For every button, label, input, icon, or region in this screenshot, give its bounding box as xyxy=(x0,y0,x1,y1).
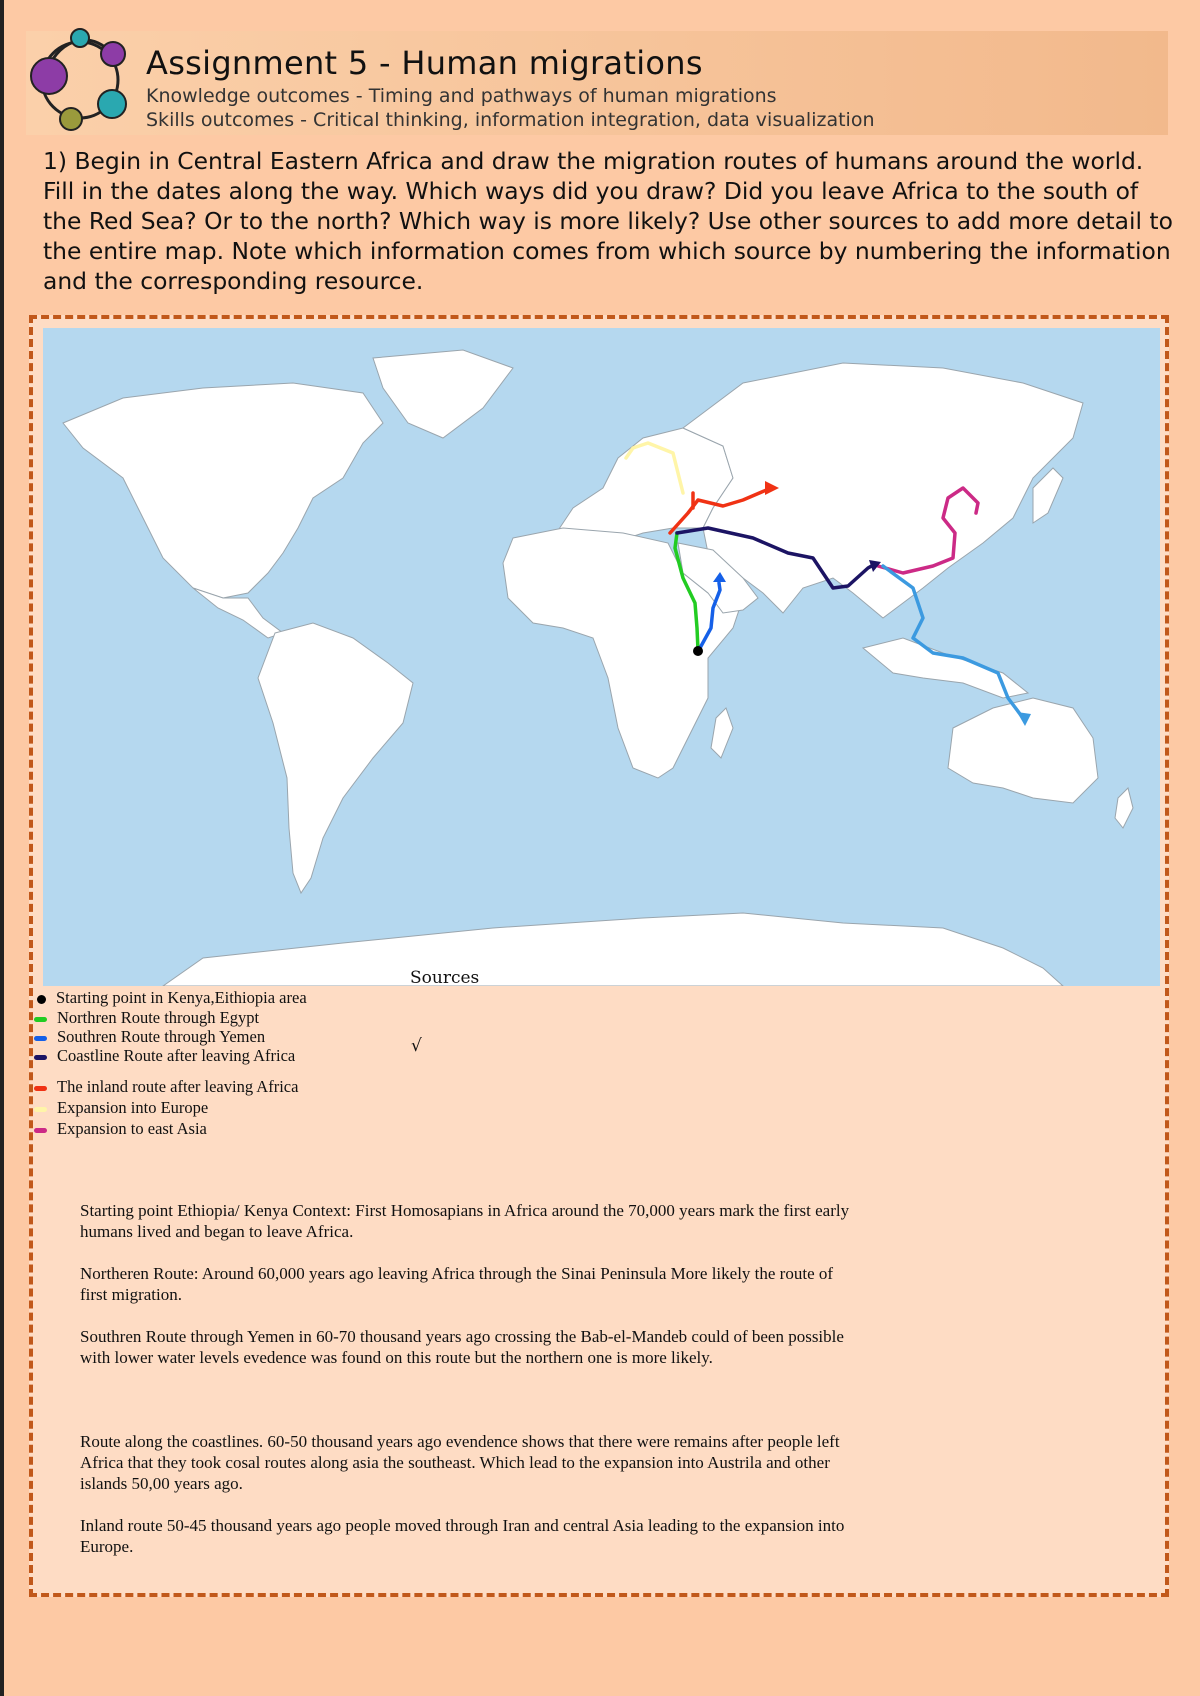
page-title: Assignment 5 - Human migrations xyxy=(146,44,703,82)
note-starting-point: Starting point Ethiopia/ Kenya Context: First Homosapians in Africa around the 70,000 years mark the first early humans lived and began to leave Africa. xyxy=(80,1201,850,1241)
note-coastline-route: Route along the coastlines. 60-50 thousand years ago evendence shows that there were remains after people left Africa that they took cosal routes along asia the southeast. Which lead to the expansion into Austrila and other islands 50,00 years ago. xyxy=(80,1432,840,1493)
knowledge-outcomes: Knowledge outcomes - Timing and pathways of human migrations xyxy=(146,85,777,107)
legend-europe-swatch xyxy=(34,1107,47,1112)
world-map xyxy=(43,328,1160,986)
legend-item: Northren Route through Egypt xyxy=(34,1008,259,1028)
legend-item: The inland route after leaving Africa xyxy=(34,1077,298,1097)
question-text: 1) Begin in Central Eastern Africa and draw the migration routes of humans around the world. Fill in the dates along the way. Which ways did you draw? Did you leave Africa to the south of the Red Sea? Or to the north? Which way is more likely? Use other sources to add more detail to the entire map. Note which information comes from which source by numbering the information and the corresponding resource. xyxy=(43,147,1173,295)
legend-item: Coastline Route after leaving Africa xyxy=(34,1046,295,1066)
legend-north-swatch xyxy=(34,1017,47,1022)
left-edge-bar xyxy=(0,0,4,1696)
legend-east-asia-swatch xyxy=(34,1128,47,1133)
checkmark: √ xyxy=(411,1036,422,1056)
note-southern-route: Southren Route through Yemen in 60-70 thousand years ago crossing the Bab-el-Mandeb could of been possible with lower water levels evedence was found on this route but the northern one is more likely. xyxy=(80,1327,844,1367)
legend-item: Starting point in Kenya,Eithiopia area xyxy=(34,988,307,1008)
legend-item: Expansion to east Asia xyxy=(34,1119,207,1139)
legend-inland-swatch xyxy=(34,1086,47,1091)
legend-item: Expansion into Europe xyxy=(34,1098,208,1118)
note-inland-route: Inland route 50-45 thousand years ago people moved through Iran and central Asia leading to the expansion into Europe. xyxy=(80,1516,845,1556)
legend-item: Southren Route through Yemen xyxy=(34,1027,265,1047)
sources-title: Sources xyxy=(410,968,480,988)
legend-start-swatch xyxy=(37,995,46,1004)
note-northern-route: Northeren Route: Around 60,000 years ago leaving Africa through the Sinai Peninsula More likely the route of first migration. xyxy=(80,1264,834,1304)
legend-coast-swatch xyxy=(34,1055,47,1060)
start-point-marker xyxy=(693,646,703,656)
skills-outcomes: Skills outcomes - Critical thinking, information integration, data visualization xyxy=(146,109,875,131)
legend-south-swatch xyxy=(34,1036,47,1041)
course-logo-icon xyxy=(26,24,134,134)
